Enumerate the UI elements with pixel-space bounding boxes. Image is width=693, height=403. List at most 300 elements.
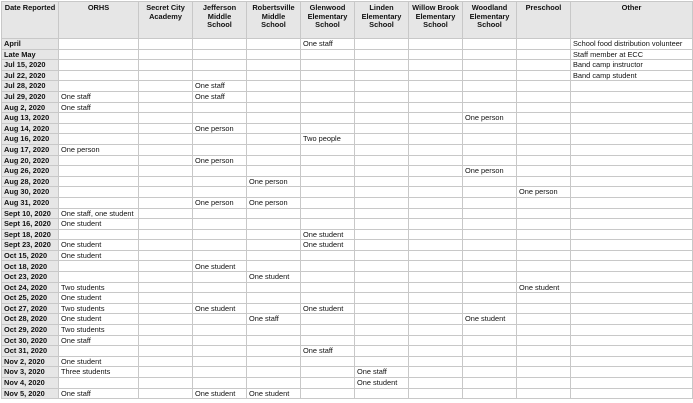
table-cell: One student [247, 272, 301, 283]
table-cell [409, 282, 463, 293]
table-cell [355, 388, 409, 399]
table-cell [409, 229, 463, 240]
table-cell [355, 102, 409, 113]
table-cell [463, 229, 517, 240]
table-cell [571, 272, 693, 283]
table-cell [355, 81, 409, 92]
table-cell [139, 378, 193, 389]
table-cell: One student [59, 314, 139, 325]
table-cell [193, 166, 247, 177]
table-cell [301, 325, 355, 336]
table-cell [355, 229, 409, 240]
table-cell [571, 219, 693, 230]
table-cell [247, 70, 301, 81]
table-cell [139, 113, 193, 124]
table-cell [409, 197, 463, 208]
table-cell [139, 102, 193, 113]
table-cell: One person [247, 176, 301, 187]
date-cell: Oct 28, 2020 [2, 314, 59, 325]
date-cell: Aug 14, 2020 [2, 123, 59, 134]
table-cell: One student [301, 303, 355, 314]
table-cell [59, 113, 139, 124]
table-cell [463, 91, 517, 102]
table-cell: One staff [59, 335, 139, 346]
table-cell [247, 356, 301, 367]
table-row [2, 49, 693, 60]
table-cell: One student [59, 356, 139, 367]
table-cell [301, 123, 355, 134]
table-cell [355, 335, 409, 346]
table-cell [463, 134, 517, 145]
table-cell: One staff [193, 91, 247, 102]
table-cell [301, 293, 355, 304]
table-cell [517, 303, 571, 314]
header-row [2, 2, 693, 39]
table-cell: Band camp instructor [571, 60, 693, 71]
table-row [2, 166, 693, 177]
table-cell [139, 49, 193, 60]
table-cell [139, 367, 193, 378]
table-cell [517, 388, 571, 399]
column-header: Preschool [517, 2, 571, 39]
table-cell: One student [247, 388, 301, 399]
column-header: Linden Elementary School [355, 2, 409, 39]
table-cell [139, 325, 193, 336]
table-cell [463, 261, 517, 272]
table-cell: One person [59, 144, 139, 155]
table-cell [59, 123, 139, 134]
table-cell: One student [193, 388, 247, 399]
date-cell: Oct 18, 2020 [2, 261, 59, 272]
table-cell [193, 208, 247, 219]
table-cell [409, 272, 463, 283]
table-cell: One student [301, 240, 355, 251]
table-cell [463, 293, 517, 304]
date-cell: Sept 16, 2020 [2, 219, 59, 230]
table-cell: School food distribution volunteer [571, 39, 693, 50]
table-cell [355, 208, 409, 219]
table-cell [355, 91, 409, 102]
table-cell [463, 155, 517, 166]
table-cell [517, 208, 571, 219]
table-cell [517, 335, 571, 346]
table-cell [463, 102, 517, 113]
table-cell [247, 346, 301, 357]
table-row [2, 335, 693, 346]
table-cell [571, 229, 693, 240]
table-cell: Band camp student [571, 70, 693, 81]
table-cell: One person [463, 166, 517, 177]
table-cell: One student [193, 303, 247, 314]
table-cell: One person [193, 123, 247, 134]
table-cell [571, 346, 693, 357]
table-cell [247, 335, 301, 346]
table-row [2, 70, 693, 81]
table-cell [355, 144, 409, 155]
table-row [2, 113, 693, 124]
table-row [2, 303, 693, 314]
table-cell [517, 325, 571, 336]
table-cell [355, 49, 409, 60]
table-cell [355, 272, 409, 283]
table-cell [59, 49, 139, 60]
table-cell [409, 91, 463, 102]
table-cell [571, 166, 693, 177]
table-row [2, 282, 693, 293]
table-cell [517, 356, 571, 367]
table-cell [193, 346, 247, 357]
table-cell: One student [193, 261, 247, 272]
table-cell [193, 39, 247, 50]
table-cell [139, 261, 193, 272]
table-cell [301, 367, 355, 378]
table-cell [193, 70, 247, 81]
table-cell [139, 314, 193, 325]
table-cell [301, 388, 355, 399]
table-cell [571, 123, 693, 134]
table-cell [517, 144, 571, 155]
table-row [2, 378, 693, 389]
table-cell [409, 356, 463, 367]
table-cell [59, 229, 139, 240]
column-header: Other [571, 2, 693, 39]
table-cell [463, 346, 517, 357]
table-cell [139, 70, 193, 81]
table-cell [571, 367, 693, 378]
table-cell [139, 166, 193, 177]
table-cell: Two students [59, 303, 139, 314]
table-cell [139, 91, 193, 102]
table-row [2, 388, 693, 399]
table-cell [59, 134, 139, 145]
table-cell [463, 282, 517, 293]
table-cell [571, 388, 693, 399]
table-cell [571, 356, 693, 367]
table-cell [139, 81, 193, 92]
table-cell [193, 229, 247, 240]
date-cell: Aug 2, 2020 [2, 102, 59, 113]
date-cell: Oct 29, 2020 [2, 325, 59, 336]
table-cell [463, 367, 517, 378]
table-row [2, 81, 693, 92]
table-cell [247, 229, 301, 240]
table-cell [409, 123, 463, 134]
table-row [2, 197, 693, 208]
table-row [2, 208, 693, 219]
table-cell [463, 325, 517, 336]
table-cell [301, 250, 355, 261]
table-cell [463, 60, 517, 71]
table-cell [571, 240, 693, 251]
table-cell [247, 219, 301, 230]
table-cell [409, 325, 463, 336]
table-row [2, 60, 693, 71]
table-cell [463, 81, 517, 92]
date-cell: Jul 28, 2020 [2, 81, 59, 92]
table-cell [139, 282, 193, 293]
date-cell: Oct 24, 2020 [2, 282, 59, 293]
table-cell [139, 346, 193, 357]
date-cell: Oct 30, 2020 [2, 335, 59, 346]
table-cell [247, 261, 301, 272]
table-cell [193, 250, 247, 261]
table-cell [409, 187, 463, 198]
table-cell [139, 229, 193, 240]
table-cell [139, 388, 193, 399]
table-cell [571, 303, 693, 314]
table-cell [301, 91, 355, 102]
table-cell [571, 91, 693, 102]
table-cell: One person [193, 197, 247, 208]
column-header: ORHS [59, 2, 139, 39]
table-cell [355, 314, 409, 325]
table-cell [139, 293, 193, 304]
date-cell: Nov 4, 2020 [2, 378, 59, 389]
table-cell [59, 187, 139, 198]
table-cell [301, 314, 355, 325]
table-cell [193, 314, 247, 325]
table-cell [247, 60, 301, 71]
table-cell [139, 60, 193, 71]
table-cell [139, 134, 193, 145]
table-cell [517, 176, 571, 187]
table-cell [517, 229, 571, 240]
table-cell [301, 219, 355, 230]
table-cell [193, 134, 247, 145]
table-cell: One student [355, 378, 409, 389]
date-cell: April [2, 39, 59, 50]
table-row [2, 229, 693, 240]
table-cell [463, 250, 517, 261]
table-cell [409, 208, 463, 219]
table-cell [409, 155, 463, 166]
table-cell [517, 293, 571, 304]
table-cell [355, 282, 409, 293]
table-cell [571, 208, 693, 219]
table-cell [409, 346, 463, 357]
table-cell [301, 261, 355, 272]
table-cell [409, 261, 463, 272]
table-cell: One student [463, 314, 517, 325]
table-cell [301, 272, 355, 283]
table-cell [517, 272, 571, 283]
table-cell [59, 39, 139, 50]
table-cell [463, 388, 517, 399]
table-cell [571, 102, 693, 113]
table-cell [517, 123, 571, 134]
date-cell: Aug 30, 2020 [2, 187, 59, 198]
table-row [2, 91, 693, 102]
table-cell: Three students [59, 367, 139, 378]
table-cell [247, 102, 301, 113]
table-cell [355, 123, 409, 134]
table-cell [59, 155, 139, 166]
table-cell [247, 240, 301, 251]
table-cell [193, 187, 247, 198]
table-cell [463, 49, 517, 60]
table-cell [463, 176, 517, 187]
table-cell [59, 197, 139, 208]
table-cell [517, 60, 571, 71]
table-cell [355, 240, 409, 251]
table-cell [355, 261, 409, 272]
table-cell [247, 208, 301, 219]
table-cell [463, 208, 517, 219]
table-cell [247, 282, 301, 293]
date-cell: Aug 20, 2020 [2, 155, 59, 166]
table-cell [463, 123, 517, 134]
table-cell [571, 197, 693, 208]
table-cell [463, 39, 517, 50]
date-cell: Sept 18, 2020 [2, 229, 59, 240]
table-cell [193, 144, 247, 155]
table-cell [355, 39, 409, 50]
table-cell [59, 346, 139, 357]
date-cell: Jul 15, 2020 [2, 60, 59, 71]
date-cell: Sept 23, 2020 [2, 240, 59, 251]
table-cell [247, 123, 301, 134]
table-cell [517, 166, 571, 177]
column-header: Date Reported [2, 2, 59, 39]
table-cell: One staff [59, 102, 139, 113]
table-cell: Two students [59, 325, 139, 336]
table-cell [139, 250, 193, 261]
table-row [2, 102, 693, 113]
column-header: Secret City Academy [139, 2, 193, 39]
table-cell: One person [463, 113, 517, 124]
table-row [2, 272, 693, 283]
date-cell: Aug 31, 2020 [2, 197, 59, 208]
table-cell [463, 187, 517, 198]
table-cell: One staff [59, 388, 139, 399]
table-cell [193, 219, 247, 230]
table-row [2, 219, 693, 230]
table-cell [247, 293, 301, 304]
table-row [2, 293, 693, 304]
table-cell [517, 70, 571, 81]
table-row [2, 356, 693, 367]
table-cell [193, 282, 247, 293]
table-cell [301, 49, 355, 60]
table-cell [59, 261, 139, 272]
table-cell [409, 303, 463, 314]
table-cell [301, 113, 355, 124]
table-cell [355, 356, 409, 367]
table-cell [571, 282, 693, 293]
table-cell [301, 166, 355, 177]
table-cell [409, 134, 463, 145]
table-cell [355, 187, 409, 198]
table-row [2, 261, 693, 272]
table-cell [463, 70, 517, 81]
table-cell: One person [517, 187, 571, 198]
table-cell [355, 219, 409, 230]
date-cell: Late May [2, 49, 59, 60]
table-cell [355, 293, 409, 304]
table-cell [193, 335, 247, 346]
table-cell: One staff [301, 39, 355, 50]
date-cell: Nov 2, 2020 [2, 356, 59, 367]
table-cell [139, 123, 193, 134]
table-row [2, 123, 693, 134]
table-cell [409, 293, 463, 304]
date-cell: Aug 17, 2020 [2, 144, 59, 155]
table-cell [139, 356, 193, 367]
table-cell [355, 176, 409, 187]
table-cell [59, 81, 139, 92]
table-cell [247, 81, 301, 92]
table-cell [301, 144, 355, 155]
table-cell [409, 49, 463, 60]
table-cell [571, 293, 693, 304]
column-header: Woodland Elementary School [463, 2, 517, 39]
table-cell [571, 144, 693, 155]
table-row [2, 176, 693, 187]
table-cell [409, 367, 463, 378]
date-cell: Nov 3, 2020 [2, 367, 59, 378]
date-cell: Aug 26, 2020 [2, 166, 59, 177]
table-cell [301, 208, 355, 219]
table-cell [301, 378, 355, 389]
date-cell: Jul 29, 2020 [2, 91, 59, 102]
table-cell [139, 303, 193, 314]
table-cell: Two students [59, 282, 139, 293]
table-cell [247, 166, 301, 177]
column-header: Robertsville Middle School [247, 2, 301, 39]
date-cell: Oct 25, 2020 [2, 293, 59, 304]
table-cell [409, 388, 463, 399]
table-cell [571, 134, 693, 145]
table-cell [517, 240, 571, 251]
table-row [2, 314, 693, 325]
table-cell [571, 187, 693, 198]
table-cell: One student [517, 282, 571, 293]
table-cell [59, 166, 139, 177]
table-cell [355, 250, 409, 261]
table-cell [571, 176, 693, 187]
date-cell: Oct 15, 2020 [2, 250, 59, 261]
table-cell [355, 70, 409, 81]
column-header: Jefferson Middle School [193, 2, 247, 39]
table-cell [409, 70, 463, 81]
table-cell [301, 197, 355, 208]
table-cell: One person [247, 197, 301, 208]
table-cell [139, 208, 193, 219]
table-cell [517, 81, 571, 92]
table-cell [139, 187, 193, 198]
table-cell [193, 240, 247, 251]
table-cell [247, 155, 301, 166]
table-cell [139, 240, 193, 251]
table-cell [409, 81, 463, 92]
table-cell: One person [193, 155, 247, 166]
table-cell: One staff [301, 346, 355, 357]
table-cell [463, 335, 517, 346]
table-cell [355, 197, 409, 208]
table-cell [409, 166, 463, 177]
table-cell [355, 155, 409, 166]
table-cell [517, 378, 571, 389]
table-cell [463, 219, 517, 230]
table-row [2, 250, 693, 261]
table-cell [139, 272, 193, 283]
table-cell [193, 325, 247, 336]
table-cell [301, 60, 355, 71]
table-cell [247, 367, 301, 378]
table-cell [409, 144, 463, 155]
table-row [2, 134, 693, 145]
table-cell [139, 219, 193, 230]
